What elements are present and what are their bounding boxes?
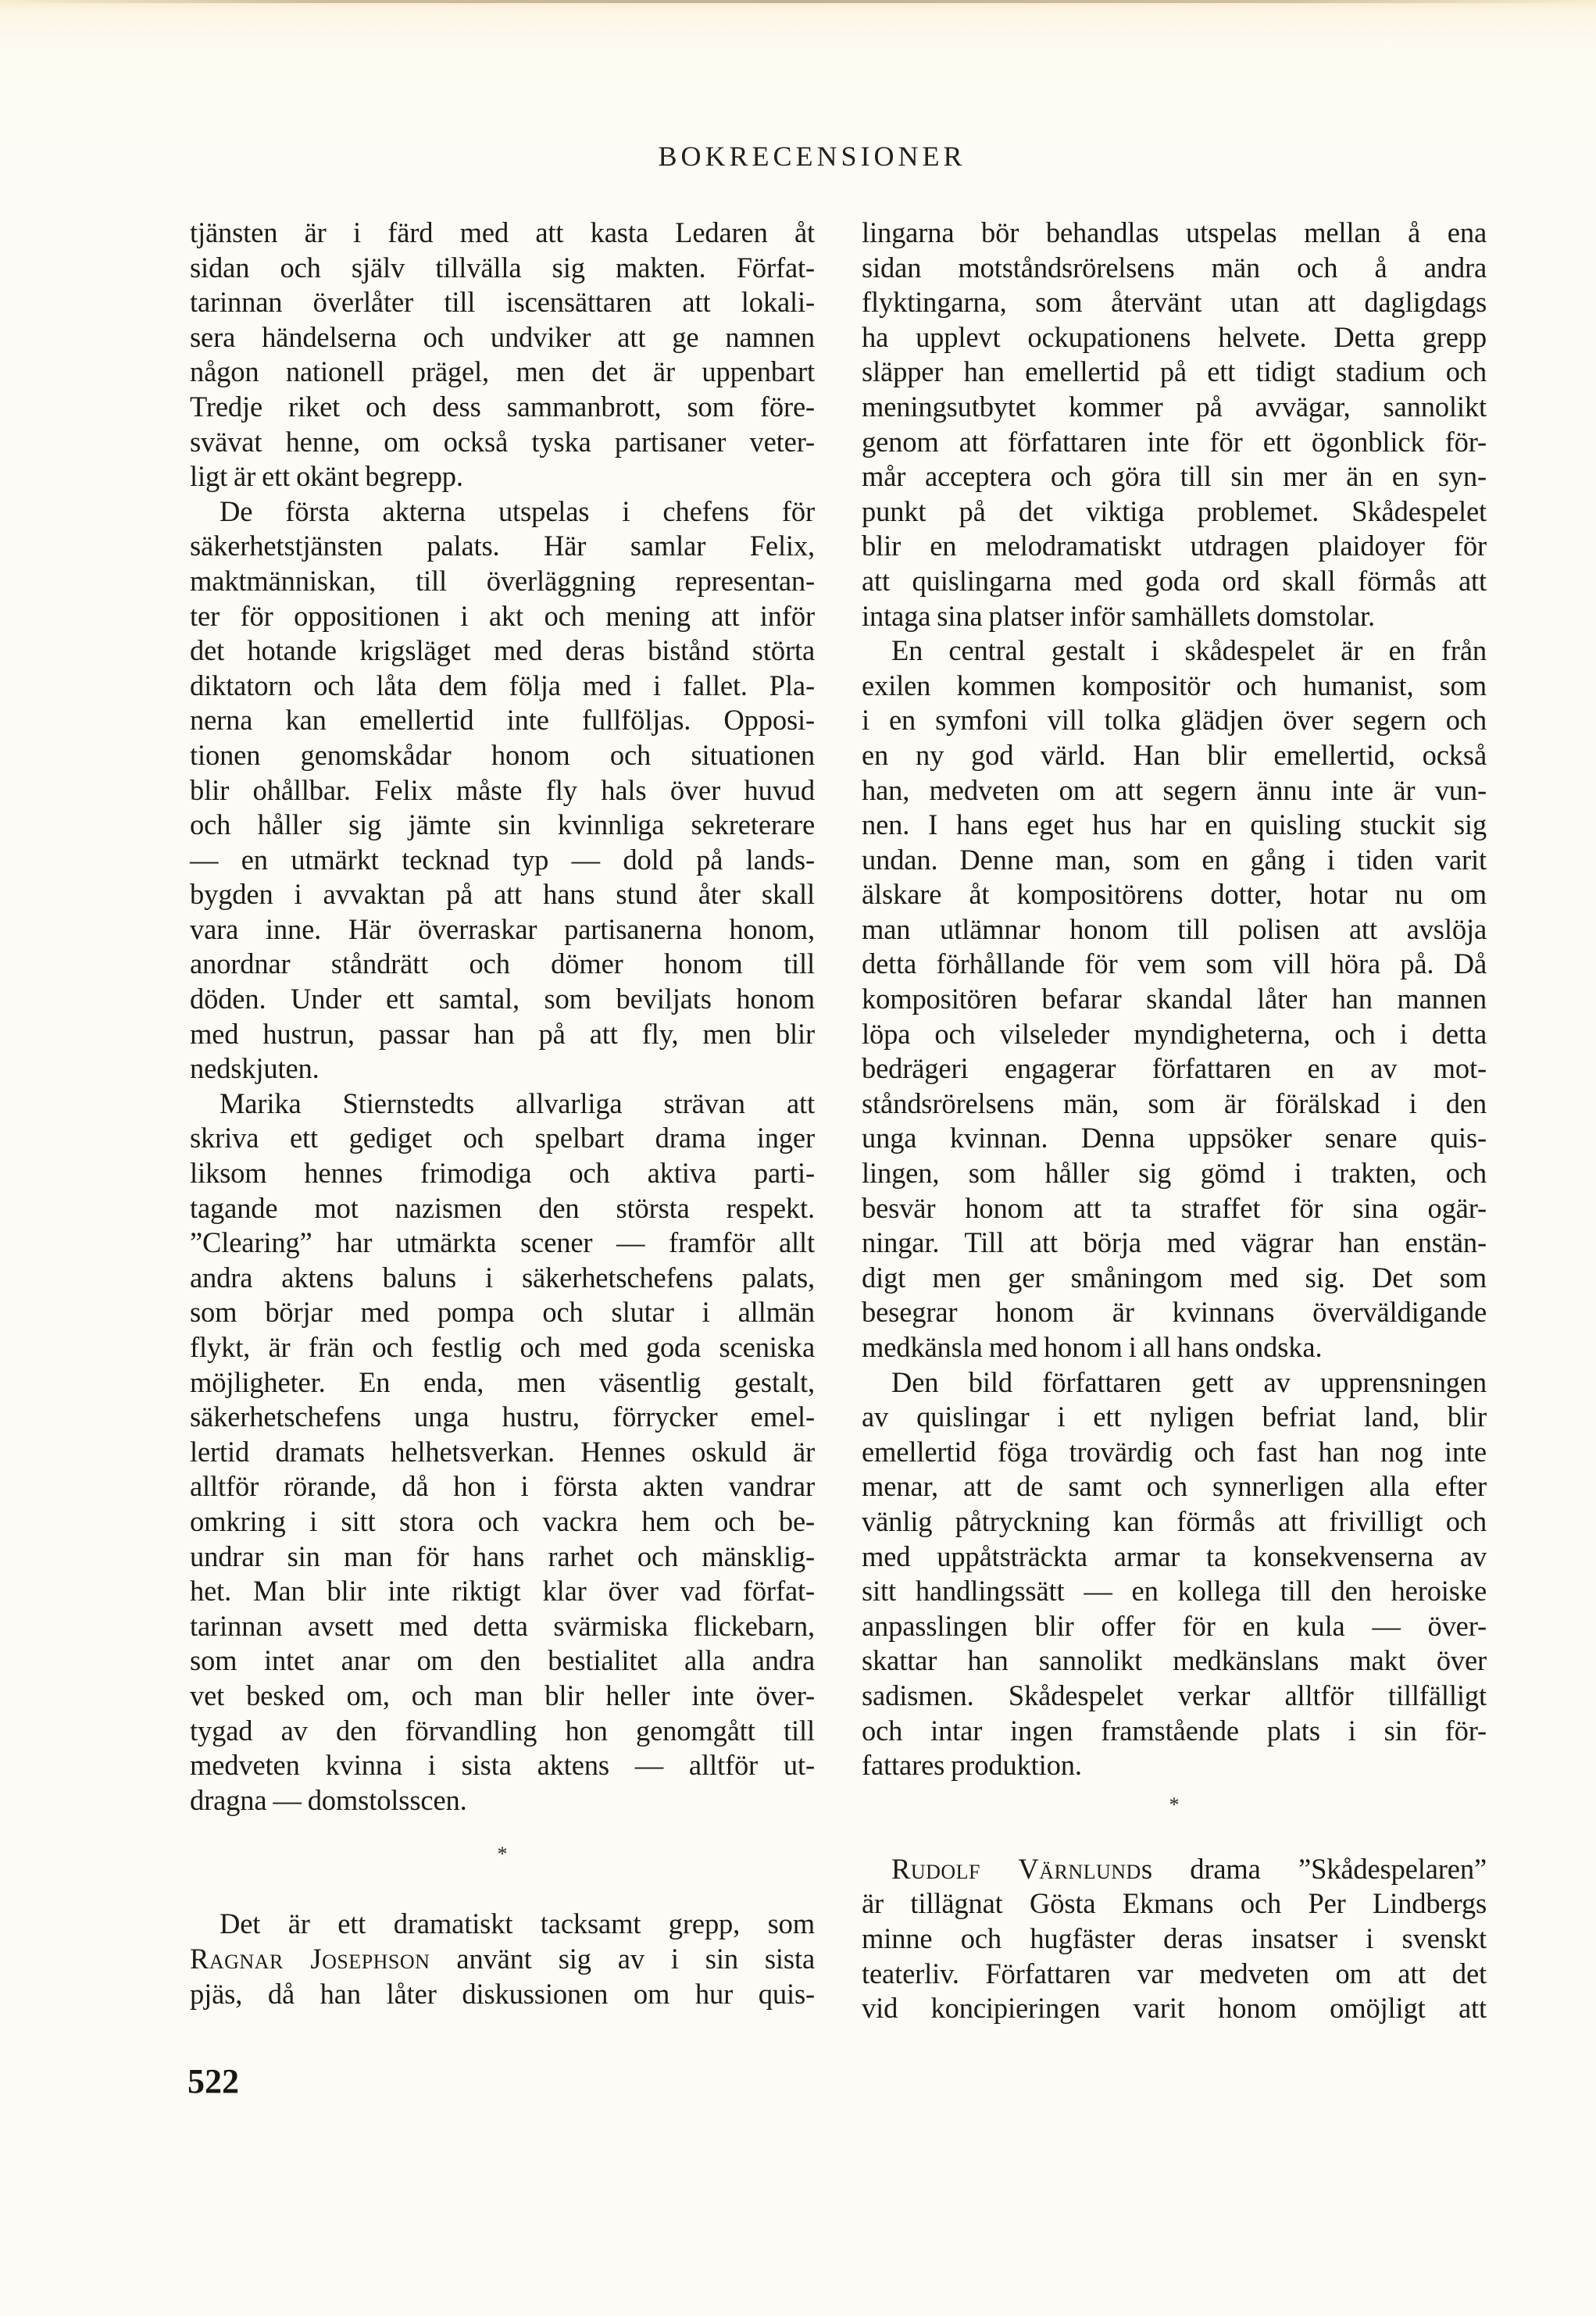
text-line: möjligheter. En enda, men väsentlig gestalt, [190, 1365, 815, 1398]
text-line: flykt, är frän och festlig och med goda sceniska [190, 1331, 815, 1363]
text-line: bygden i avvaktan på att hans stund åter skall [190, 878, 815, 911]
paragraph-start: Det är ett dramatiskt tacksamt grepp, som [220, 1907, 815, 1940]
text-line: alltför rörande, då hon i första akten vandrar [190, 1470, 815, 1503]
right-column [862, 216, 1487, 2026]
text-line: med uppåtsträckta armar ta konsekvenserna av [862, 1540, 1487, 1572]
text-line: vid koncipieringen varit honom omöjligt att [862, 1992, 1487, 2025]
text-line: tjänsten är i färd med att kasta Ledaren åt [190, 216, 815, 248]
text-line: lertid dramats helhetsverkan. Hennes oskuld är [190, 1435, 815, 1468]
text-line: lingen, som håller sig gömd i trakten, och [862, 1157, 1487, 1190]
text-line: emellertid föga trovärdig och fast han nog inte [862, 1435, 1487, 1468]
text-line: exilen kommen kompositör och humanist, som [862, 669, 1487, 701]
text-line: ligt är ett okänt begrepp. [190, 460, 463, 493]
text-line: säkerhetstjänsten palats. Här samlar Felix, [190, 530, 815, 562]
text-line: lingarna bör behandlas utspelas mellan å ena [862, 216, 1487, 248]
text-line: anordnar ståndrätt och dömer honom till [190, 947, 815, 980]
text-line: bedrägeri engagerar författaren en av mot- [862, 1052, 1487, 1085]
text-line: dragna — domstolsscen. [190, 1783, 467, 1816]
text-line: släpper han emellertid på ett tidigt stadium och [862, 355, 1487, 388]
text-line: löpa och vilseleder myndigheterna, och i detta [862, 1017, 1487, 1050]
text-line: flyktingarna, som återvänt utan att dagligdags [862, 286, 1487, 319]
text-line: tygad av den förvandling hon genomgått till [190, 1714, 815, 1747]
text-line: detta förhållande för vem som vill höra på. Då [862, 947, 1487, 980]
text-line: liksom hennes frimodiga och aktiva parti- [190, 1157, 815, 1190]
text-line: och håller sig jämte sin kvinnliga sekreterare [190, 808, 815, 841]
text-line: sidan motståndsrörelsens män och å andra [862, 251, 1487, 284]
text-line: vänlig påtryckning kan förmås att frivilligt och [862, 1504, 1487, 1537]
text-line: teaterliv. Författaren var medveten om att det [862, 1957, 1487, 1989]
author-name: Ragnar Josephson [190, 1942, 430, 1975]
text-line: medveten kvinna i sista aktens — alltför ut- [190, 1749, 815, 1782]
text-line: mår acceptera och göra till sin mer än en syn- [862, 460, 1487, 493]
text-line: med hustrun, passar han på att fly, men blir [190, 1017, 815, 1050]
section-separator-asterisk: * [497, 1843, 508, 1866]
text-line: nen. I hans eget hus har en quisling stuckit sig [862, 808, 1487, 841]
text-line: Ragnar Josephson använt sig av i sin sista [190, 1942, 815, 1975]
text-line: kompositören befarar skandal låter han mannen [862, 983, 1487, 1015]
text-line: digt men ger småningom med sig. Det som [862, 1261, 1487, 1294]
running-head: BOKRECENSIONER [658, 141, 966, 172]
text-line: pjäs, då han låter diskussionen om hur quis- [190, 1977, 815, 2010]
paragraph-start: De första akterna utspelas i chefens för [220, 494, 815, 527]
text-line: undan. Denne man, som en gång i tiden varit [862, 843, 1487, 876]
text-line: sidan och själv tillvälla sig makten. Förfat- [190, 251, 815, 284]
text-line: tionen genomskådar honom och situationen [190, 738, 815, 771]
text-line: — en utmärkt tecknad typ — dold på lands- [190, 843, 815, 876]
text-line: nerna kan emellertid inte fullföljas. Opposi- [190, 704, 815, 737]
text-line: man utlämnar honom till polisen att avslöja [862, 912, 1487, 945]
text-line: sera händelserna och undviker att ge namnen [190, 320, 815, 353]
text-line: genom att författaren inte för ett ögonblick för- [862, 425, 1487, 458]
text-line: tarinnan överlåter till iscensättaren att lokali- [190, 286, 815, 319]
text-line: omkring i sitt stora och vackra hem och be- [190, 1504, 815, 1537]
text-line: tagande mot nazismen den största respekt. [190, 1191, 815, 1224]
text-line: av quislingar i ett nyligen befriat land, blir [862, 1401, 1487, 1433]
section-separator-asterisk: * [1169, 1793, 1180, 1816]
text-line: fattares produktion. [862, 1749, 1082, 1782]
text-line: att quislingarna med goda ord skall förmås att [862, 564, 1487, 597]
text-line: punkt på det viktiga problemet. Skådespelet [862, 494, 1487, 527]
text-line: vara inne. Här överraskar partisanerna honom, [190, 912, 815, 945]
text-line: han, medveten om att segern ännu inte är vun- [862, 773, 1487, 806]
text-line: intaga sina platser inför samhällets domstolar. [862, 599, 1375, 632]
page-number: 522 [187, 2062, 239, 2100]
page-top-edge [0, 0, 1596, 3]
text-line: menar, att de samt och synnerligen alla efter [862, 1470, 1487, 1503]
text-line: blir en melodramatiskt utdragen plaidoyer för [862, 530, 1487, 562]
text-line: är tillägnat Gösta Ekmans och Per Lindbergs [862, 1887, 1487, 1920]
text-line: och intar ingen framstående plats i sin för- [862, 1714, 1487, 1747]
text-line: som intet anar om den bestialitet alla andra [190, 1644, 815, 1677]
text-line: svävat henne, om också tyska partisaner veter- [190, 425, 815, 458]
text-line: som börjar med pompa och slutar i allmän [190, 1296, 815, 1329]
text-line: ter för oppositionen i akt och mening att inför [190, 599, 815, 632]
text-line: det hotande krigsläget med deras bistånd störta [190, 634, 815, 667]
text-line: het. Man blir inte riktigt klar över vad förfat- [190, 1575, 815, 1608]
paragraph-start: Rudolf Värnlunds drama ”Skådespelaren” [891, 1852, 1487, 1885]
text-line: anpasslingen blir offer för en kula — över- [862, 1609, 1487, 1642]
text-line: diktatorn och låta dem följa med i fallet. Pla- [190, 669, 815, 701]
text-line: Tredje riket och dess sammanbrott, som före- [190, 390, 815, 423]
text-line: besvär honom att ta straffet för sina ogär- [862, 1191, 1487, 1224]
text-line: älskare åt kompositörens dotter, hotar nu om [862, 878, 1487, 911]
text-line: säkerhetschefens unga hustru, förrycker emel- [190, 1401, 815, 1433]
text-line: ståndsrörelsens män, som är förälskad i den [862, 1087, 1487, 1119]
text-line: döden. Under ett samtal, som beviljats honom [190, 983, 815, 1015]
text-line: blir ohållbar. Felix måste fly hals över huvud [190, 773, 815, 806]
paragraph-start: En central gestalt i skådespelet är en från [891, 634, 1487, 667]
text-line: skattar han sannolikt medkänslans makt över [862, 1644, 1487, 1677]
text-line: ningar. Till att börja med vägrar han enstän- [862, 1226, 1487, 1259]
left-column [190, 216, 815, 2011]
text-line: meningsutbytet kommer på avvägar, sannolikt [862, 390, 1487, 423]
paragraph-start: Marika Stiernstedts allvarliga strävan att [220, 1087, 815, 1119]
text-line: ”Clearing” har utmärkta scener — framför allt [190, 1226, 815, 1259]
text-line: tarinnan avsett med detta svärmiska flickebarn, [190, 1609, 815, 1642]
text-line: sadismen. Skådespelet verkar alltför tillfälligt [862, 1679, 1487, 1711]
text-line: nedskjuten. [190, 1052, 320, 1085]
text-line: unga kvinnan. Denna uppsöker senare quis- [862, 1122, 1487, 1154]
text-line: vet besked om, och man blir heller inte över- [190, 1679, 815, 1711]
text-line: andra aktens baluns i säkerhetschefens palats, [190, 1261, 815, 1294]
text-line: sitt handlingssätt — en kollega till den heroiske [862, 1575, 1487, 1608]
text-line: ha upplevt ockupationens helvete. Detta grepp [862, 320, 1487, 353]
author-name: Rudolf Värnlund [891, 1852, 1141, 1885]
text-line: skriva ett gediget och spelbart drama inger [190, 1122, 815, 1154]
text-line: en ny god värld. Han blir emellertid, också [862, 738, 1487, 771]
text-line: undrar sin man för hans rarhet och mänsklig- [190, 1540, 815, 1572]
text-line: maktmänniskan, till överläggning representan- [190, 564, 815, 597]
text-line: i en symfoni vill tolka glädjen över segern och [862, 704, 1487, 737]
text-line: medkänsla med honom i all hans ondska. [862, 1331, 1323, 1363]
text-line: någon nationell prägel, men det är uppenbart [190, 355, 815, 388]
text-line: besegrar honom är kvinnans överväldigande [862, 1296, 1487, 1329]
text-line: minne och hugfäster deras insatser i svenskt [862, 1922, 1487, 1954]
paragraph-start: Den bild författaren gett av upprensningen [891, 1365, 1487, 1398]
